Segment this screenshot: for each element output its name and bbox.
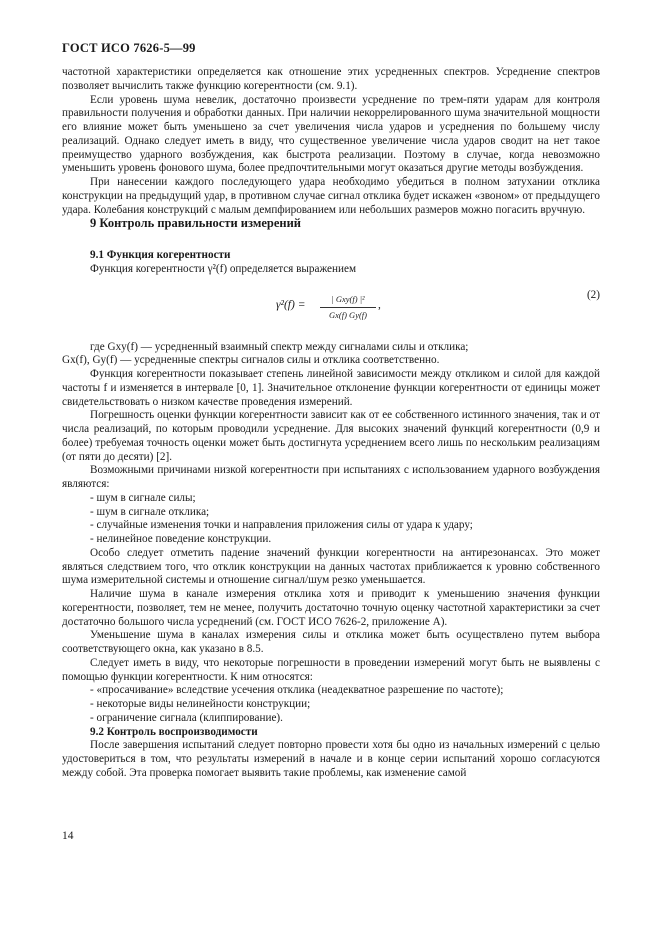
formula-comma: , bbox=[378, 298, 381, 311]
list-item: - «просачивание» вследствие усечения отклика (неадекватное разрешение по частоте); bbox=[90, 684, 504, 697]
subsection-heading: 9.2 Контроль воспроизводимости bbox=[90, 725, 258, 738]
formula-fraction bbox=[320, 293, 376, 324]
paragraph: Функция когерентности показывает степень линейной зависимости между откликом и силой для каждой частоты f и изменяется в интервале [0, 1]. Значительное отклонение функции когерентности от единицы может свидетельствовать о низком качестве проведения измерений. bbox=[62, 368, 600, 408]
subsection-heading: 9.1 Функция когерентности bbox=[90, 249, 231, 261]
list-item: - ограничение сигнала (клиппирование). bbox=[90, 711, 283, 724]
document-body bbox=[62, 66, 600, 781]
paragraph: Погрешность оценки функции когерентности зависит как от ее собственного истинного значения, так и от числа реализаций, по которым проводили усреднение. Для высоких значений функций когерентности (0,9 и более) требуемая точность оценки может быть достигнута усреднением всего лишь по нескольким реализациям (от пяти до десяти) [2]. bbox=[62, 409, 600, 463]
list-item: - шум в сигнале силы; bbox=[90, 491, 196, 504]
formula-intro: Функция когерентности γ²(f) определяется выражением bbox=[90, 262, 357, 275]
formula-denominator: Gx(f) Gy(f) bbox=[329, 310, 367, 321]
paragraph: Возможными причинами низкой когерентности при испытаниях с использованием ударного возбуждения являются: bbox=[62, 464, 600, 490]
list-item: - шум в сигнале отклика; bbox=[90, 505, 210, 518]
list-item: - случайные изменения точки и направления приложения силы от удара к удару; bbox=[90, 519, 473, 532]
paragraph: После завершения испытаний следует повторно провести хотя бы одно из начальных измерений с целью удостовериться в том, что результаты измерений в начале и в конце серии испытаний хорошо согласуются между собой. Эта проверка помогает выявить такие проблемы, как изменение самой bbox=[62, 739, 600, 779]
where-line: где Gxy(f) — усредненный взаимный спектр между сигналами силы и отклика; bbox=[90, 340, 469, 353]
where-line: Gx(f), Gy(f) — усредненные спектры сигналов силы и отклика соответственно. bbox=[62, 354, 440, 367]
paragraph: При нанесении каждого последующего удара необходимо убедиться в полном затухании отклика конструкции на предыдущий удар, в противном случае сигнал отклика будет искажен «звоном» от предыдущего удара. Колебания конструкций с малым демпфированием или небольших размеров можно погасить вручную. bbox=[62, 176, 600, 216]
paragraph: Следует иметь в виду, что некоторые погрешности в проведении измерений могут быть не выявлены с помощью функции когерентности. К ним относятся: bbox=[62, 656, 600, 683]
coherence-formula bbox=[62, 277, 600, 341]
paragraph: Уменьшение шума в каналах измерения силы и отклика может быть осуществлено путем выбора соответствующего окна, как указано в 8.5. bbox=[62, 629, 600, 655]
paragraph: частотной характеристики определяется как отношение этих усредненных спектров. Усреднение спектров позволяет вычислить также функцию когерентности (см. 9.1). bbox=[62, 66, 600, 92]
section-heading: 9 Контроль правильности измерений bbox=[90, 216, 302, 231]
paragraph: Наличие шума в канале измерения отклика хотя и приводит к уменьшению значения функции когерентности, позволяет, тем не менее, получить достаточно точную оценку частотной характеристики за счет достаточно большого числа усреднений (см. ГОСТ ИСО 7626-2, приложение А). bbox=[62, 588, 600, 628]
page-number: 14 bbox=[62, 830, 74, 842]
equation-number: (2) bbox=[586, 288, 600, 301]
document-header: ГОСТ ИСО 7626-5—99 bbox=[62, 41, 196, 55]
list-item: - нелинейное поведение конструкции. bbox=[90, 533, 272, 545]
causes-list bbox=[62, 492, 600, 547]
paragraph: Особо следует отметить падение значений функции когерентности на антирезонансах. Это может являться следствием того, что отклик конструкции на данных частотах приближается к уровню собственного шума измерительной системы и отношение сигнал/шум резко уменьшается. bbox=[62, 546, 600, 587]
list-item: - некоторые виды нелинейности конструкции; bbox=[90, 698, 311, 710]
paragraph: Если уровень шума невелик, достаточно произвести усреднение по трем-пяти ударам для контроля правильности получения и обработки данных. При наличии некоррелированного шума значительной мощности его влияние может быть уменьшено за счет увеличения числа ударов и усреднения по большему числу реализаций. Однако следует иметь в виду, что существенное увеличение числа ударов сводит на нет такое преимущество ударного возбуждения, как быстрота реализации. Поэтому в случае, когда невозможно уменьшить уровень фонового шума, более предпочтительными могут оказаться другие методы возбуждения. bbox=[62, 93, 600, 175]
errors-list bbox=[62, 684, 600, 725]
formula-lhs: γ²(f) = bbox=[276, 298, 306, 311]
formula-numerator: | Gxy(f) |² bbox=[320, 293, 376, 309]
